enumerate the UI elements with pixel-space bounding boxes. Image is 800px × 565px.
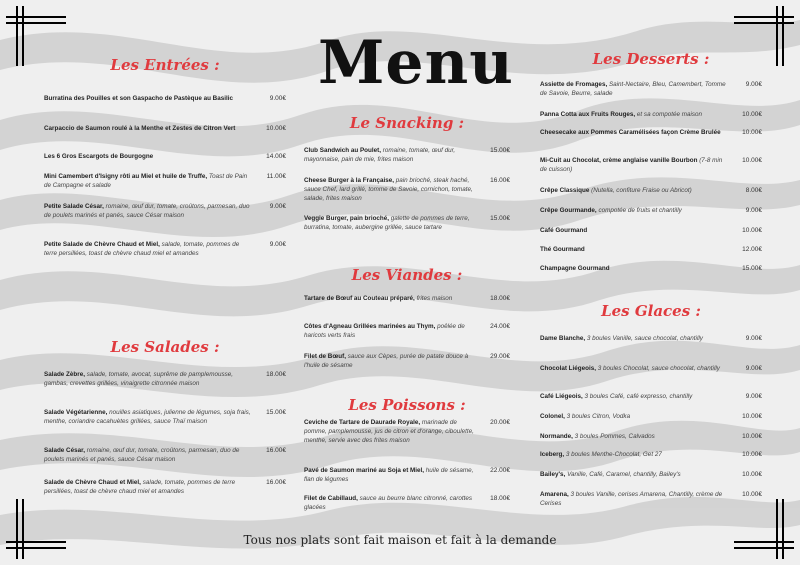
menu-item-name: Petite Salade César, — [44, 203, 104, 210]
menu-item-price: 9.00€ — [745, 81, 762, 88]
menu-item — [44, 478, 286, 496]
menu-item — [44, 172, 286, 190]
menu-item-name: Les 6 Gros Escargots de Bourgogne — [44, 153, 154, 160]
menu-item-text — [540, 450, 762, 459]
menu-item-price: 16.00€ — [490, 177, 510, 184]
menu-item-price: 22.00€ — [490, 467, 510, 474]
menu-item-price: 9.00€ — [745, 365, 762, 372]
menu-item — [540, 245, 762, 254]
menu-item-description: 3 boules Vanille, cerises Amarena, Chantilly, crème de Cerises — [540, 491, 723, 507]
menu-item-text — [540, 226, 762, 235]
menu-item-name: Veggie Burger, pain brioché, — [304, 215, 390, 222]
menu-item — [44, 408, 286, 426]
menu-item — [44, 240, 286, 258]
menu-item — [540, 264, 762, 273]
section-title-desserts: Les Desserts : — [592, 50, 710, 68]
menu-item-price: 11.00€ — [266, 173, 286, 180]
menu-item-text — [304, 494, 510, 512]
menu-item-text — [44, 408, 286, 426]
menu-item-description: 3 boules Chocolat, sauce chocolat, chantilly — [597, 365, 720, 372]
menu-item — [540, 206, 762, 215]
menu-item-price: 14.00€ — [266, 153, 286, 160]
menu-item-name: Pavé de Saumon mariné au Soja et Miel, — [304, 467, 425, 474]
menu-item-description: 3 boules Citron, Vodka — [566, 413, 631, 420]
menu-item — [304, 176, 510, 203]
menu-item-name: Chocolat Liégeois, — [540, 365, 596, 372]
menu-item — [44, 124, 286, 133]
menu-item-price: 10.00€ — [742, 157, 762, 164]
menu-item — [304, 214, 510, 232]
menu-item-price: 15.00€ — [266, 409, 286, 416]
menu-item-price: 10.00€ — [742, 111, 762, 118]
menu-item-price: 9.00€ — [269, 95, 286, 102]
menu-item-text — [304, 146, 510, 164]
menu-item-price: 9.00€ — [269, 241, 286, 248]
menu-item — [304, 418, 510, 445]
menu-item-price: 16.00€ — [266, 479, 286, 486]
menu-item-description: 3 boules Café, café expresso, chantilly — [584, 393, 693, 400]
menu-item-text — [44, 124, 286, 133]
menu-item-name: Dame Blanche, — [540, 335, 586, 342]
menu-item-name: Café Liégeois, — [540, 393, 583, 400]
menu-item — [44, 152, 286, 161]
menu-item-description: salade, tomate, avocat, suprême de pamplemousse, gambas, crevettes grillées, vinaigrette citronnée maison — [44, 371, 234, 387]
menu-item-text — [44, 202, 286, 220]
menu-item — [540, 490, 762, 508]
menu-item — [44, 370, 286, 388]
menu-item — [540, 226, 762, 235]
menu-item-price: 9.00€ — [745, 393, 762, 400]
menu-item-description: frites maison — [416, 295, 453, 302]
menu-item-price: 10.00€ — [742, 227, 762, 234]
menu-item-description: romaine, œuf dur, tomate, croûtons, parmesan, duo de poulets marinés et panés, sauce César maison — [44, 203, 250, 219]
column-middle — [304, 114, 510, 514]
menu-item-description: Vanille, Café, Caramel, chantilly, Bailey's — [567, 471, 681, 478]
menu-item-text — [304, 352, 510, 370]
menu-item-name: Club Sandwich au Poulet, — [304, 147, 381, 154]
menu-item — [304, 322, 510, 340]
section-title-viandes: Les Viandes : — [351, 266, 463, 284]
menu-item-price: 18.00€ — [490, 495, 510, 502]
menu-item-description: galette de pommes de terre, burratina, tomate, aubergine grillée, sauce tartare — [304, 215, 470, 231]
menu-item-name: Mi-Cuit au Chocolat, crème anglaise vanille Bourbon — [540, 157, 698, 164]
menu-item-price: 29.00€ — [490, 353, 510, 360]
menu-item-price: 12.00€ — [742, 246, 762, 253]
menu-item-description: (7-8 min de cuisson) — [540, 157, 723, 173]
column-left — [44, 56, 286, 506]
menu-item-text — [540, 412, 762, 421]
menu-item-description: poêlée de haricots verts frais — [304, 323, 465, 339]
menu-item — [304, 352, 510, 370]
menu-item — [540, 334, 762, 343]
menu-item-name: Café Gourmand — [540, 227, 588, 234]
menu-item-description: (Nutella, confiture Fraise ou Abricot) — [591, 187, 692, 194]
section-title-snacking: Le Snacking : — [349, 114, 465, 132]
menu-item — [540, 80, 762, 98]
menu-item-description: salade, tomate, pommes de terre persillées, toast de chèvre chaud miel et amandes — [44, 241, 240, 257]
menu-item-name: Salade César, — [44, 447, 85, 454]
menu-item-name: Assiette de Fromages, — [540, 81, 608, 88]
menu-title: Menu — [318, 28, 514, 98]
menu-item-price: 10.00€ — [266, 125, 286, 132]
menu-item-name: Filet de Cabillaud, — [304, 495, 358, 502]
menu-item-text — [44, 478, 286, 496]
menu-item — [540, 432, 762, 441]
menu-item-price: 16.00€ — [266, 447, 286, 454]
menu-item-price: 10.00€ — [742, 129, 762, 136]
menu-item-text — [540, 156, 762, 174]
menu-item-text — [44, 446, 286, 464]
menu-item-price: 10.00€ — [742, 491, 762, 498]
menu-item-text — [540, 186, 762, 195]
menu-item-text — [44, 370, 286, 388]
menu-item-price: 18.00€ — [266, 371, 286, 378]
menu-item-price: 9.00€ — [269, 203, 286, 210]
menu-item-name: Iceberg, — [540, 451, 565, 458]
menu-item-description: Saint-Nectaire, Bleu, Camembert, Tomme de Savoie, Beurre, salade — [540, 81, 726, 97]
menu-item-description: et sa compotée maison — [636, 111, 703, 118]
menu-item-price: 20.00€ — [490, 419, 510, 426]
menu-item — [304, 294, 510, 303]
menu-item-text — [44, 240, 286, 258]
menu-item-text — [304, 466, 510, 484]
menu-item — [540, 186, 762, 195]
menu-item-text — [304, 294, 510, 303]
menu-item-description: romaine, tomate, œuf dur, mayonnaise, pain de mie, frites maison — [304, 147, 456, 163]
menu-item-name: Amarena, — [540, 491, 569, 498]
menu-item-price: 10.00€ — [742, 471, 762, 478]
menu-item-price: 9.00€ — [745, 335, 762, 342]
menu-item-name: Carpaccio de Saumon roulé à la Menthe et Zestes de Citron Vert — [44, 125, 236, 132]
menu-item-name: Filet de Bœuf, — [304, 353, 346, 360]
menu-item-description: Toast de Pain de Campagne et salade — [44, 173, 248, 189]
menu-item-price: 18.00€ — [490, 295, 510, 302]
menu-item — [44, 202, 286, 220]
menu-item-text — [540, 264, 762, 273]
menu-item-text — [304, 418, 510, 445]
menu-item-text — [304, 176, 510, 203]
menu-item-price: 10.00€ — [742, 451, 762, 458]
menu-item-name: Bailey's, — [540, 471, 566, 478]
menu-item-text — [540, 206, 762, 215]
menu-item-description: sauce au beurre blanc citronné, carottes glacées — [304, 495, 473, 511]
footer-note: Tous nos plats sont fait maison et fait à la demande — [243, 533, 557, 547]
menu-item — [540, 110, 762, 119]
menu-item-name: Crêpe Classique — [540, 187, 590, 194]
menu-item-price: 9.00€ — [745, 207, 762, 214]
menu-item — [44, 446, 286, 464]
menu-item-name: Cheesecake aux Pommes Caramélisées façon Crème Brulée — [540, 129, 721, 136]
menu-item — [540, 128, 762, 137]
menu-item-name: Petite Salade de Chèvre Chaud et Miel, — [44, 241, 160, 248]
menu-item-text — [540, 392, 762, 401]
menu-item-text — [44, 172, 286, 190]
menu-item-name: Crêpe Gourmande, — [540, 207, 597, 214]
menu-item-text — [540, 128, 762, 137]
column-right — [540, 50, 762, 520]
menu-item — [540, 364, 762, 373]
menu-item-price: 15.00€ — [490, 147, 510, 154]
menu-item-text — [540, 432, 762, 441]
menu-item-description: marinade de pomme, pamplemousse, jus de citron et d'orange, ciboulette, menthe, servie avec des frites maison — [304, 419, 474, 444]
menu-item — [304, 494, 510, 512]
menu-item — [540, 156, 762, 174]
menu-item-text — [540, 470, 762, 479]
menu-item-name: Mini Camembert d'Isigny rôti au Miel et huile de Truffe, — [44, 173, 208, 180]
corner-ornament-bottom-left — [6, 499, 66, 559]
menu-item-name: Panna Cotta aux Fruits Rouges, — [540, 111, 636, 118]
menu-item-description: compotée de fruits et chantilly — [598, 207, 682, 214]
menu-item-text — [540, 490, 762, 508]
menu-item-price: 15.00€ — [742, 265, 762, 272]
menu-item — [540, 412, 762, 421]
menu-item-name: Tartare de Bœuf au Couteau préparé, — [304, 295, 415, 302]
menu-item-name: Colonel, — [540, 413, 565, 420]
section-title-entrees: Les Entrées : — [110, 56, 220, 74]
menu-item-description: huile de sésame, flan de légumes — [304, 467, 474, 483]
menu-item-name: Salade Végétarienne, — [44, 409, 108, 416]
menu-item-description: 3 boules Vanille, sauce chocolat, chantilly — [586, 335, 703, 342]
menu-item-price: 10.00€ — [742, 413, 762, 420]
menu-item-description: romaine, œuf dur, tomate, croûtons, parmesan, duo de poulets marinés et panés, sauce César maison — [44, 447, 240, 463]
menu-item-text — [540, 110, 762, 119]
menu-item-text — [304, 322, 510, 340]
menu-item-name: Côtes d'Agneau Grillées marinées au Thym, — [304, 323, 436, 330]
menu-item — [540, 450, 762, 459]
menu-item-text — [540, 364, 762, 373]
menu-item-price: 15.00€ — [490, 215, 510, 222]
menu-item-price: 8.00€ — [745, 187, 762, 194]
menu-item-description: 3 boules Menthe-Chocolat, Get 27 — [565, 451, 662, 458]
section-title-salades: Les Salades : — [110, 338, 220, 356]
menu-item-name: Champagne Gourmand — [540, 265, 610, 272]
menu-item-text — [540, 334, 762, 343]
menu-item-name: Ceviche de Tartare de Daurade Royale, — [304, 419, 421, 426]
menu-item-description: nouilles asiatiques, julienne de légumes, soja frais, menthe, coriandre cacahuètes grillées, sauce Thaï maison — [44, 409, 251, 425]
menu-item-name: Normande, — [540, 433, 573, 440]
menu-item-price: 24.00€ — [490, 323, 510, 330]
menu-item — [44, 94, 286, 103]
menu-item-name: Salade Zèbre, — [44, 371, 85, 378]
menu-item-text — [44, 94, 286, 103]
menu-item-name: Thé Gourmand — [540, 246, 585, 253]
menu-item-name: Cheese Burger à la Française, — [304, 177, 394, 184]
menu-item — [304, 146, 510, 164]
menu-item-price: 10.00€ — [742, 433, 762, 440]
menu-item-description: salade, tomate, pommes de terre persillées, toast de chèvre chaud miel et amandes — [44, 479, 236, 495]
menu-item-text — [540, 245, 762, 254]
menu-item-description: sauce aux Cèpes, purée de patate douce à l'huile de sésame — [304, 353, 469, 369]
menu-item-name: Burratina des Pouilles et son Gaspacho de Pastèque au Basilic — [44, 95, 233, 102]
menu-item — [540, 470, 762, 479]
menu-item-description: 3 boules Pommes, Calvados — [574, 433, 655, 440]
menu-item-text — [540, 80, 762, 98]
menu-item-text — [44, 152, 286, 161]
menu-item-description: pain brioché, steak haché, sauce Chef, lard grillé, tomme de Savoie, cornichon, tomate, salade, frites maison — [304, 177, 473, 202]
section-title-glaces: Les Glaces : — [601, 302, 701, 320]
section-title-poissons: Les Poissons : — [348, 396, 466, 414]
menu-item-name: Salade de Chèvre Chaud et Miel, — [44, 479, 141, 486]
menu-item-text — [304, 214, 510, 232]
menu-item — [304, 466, 510, 484]
menu-item — [540, 392, 762, 401]
